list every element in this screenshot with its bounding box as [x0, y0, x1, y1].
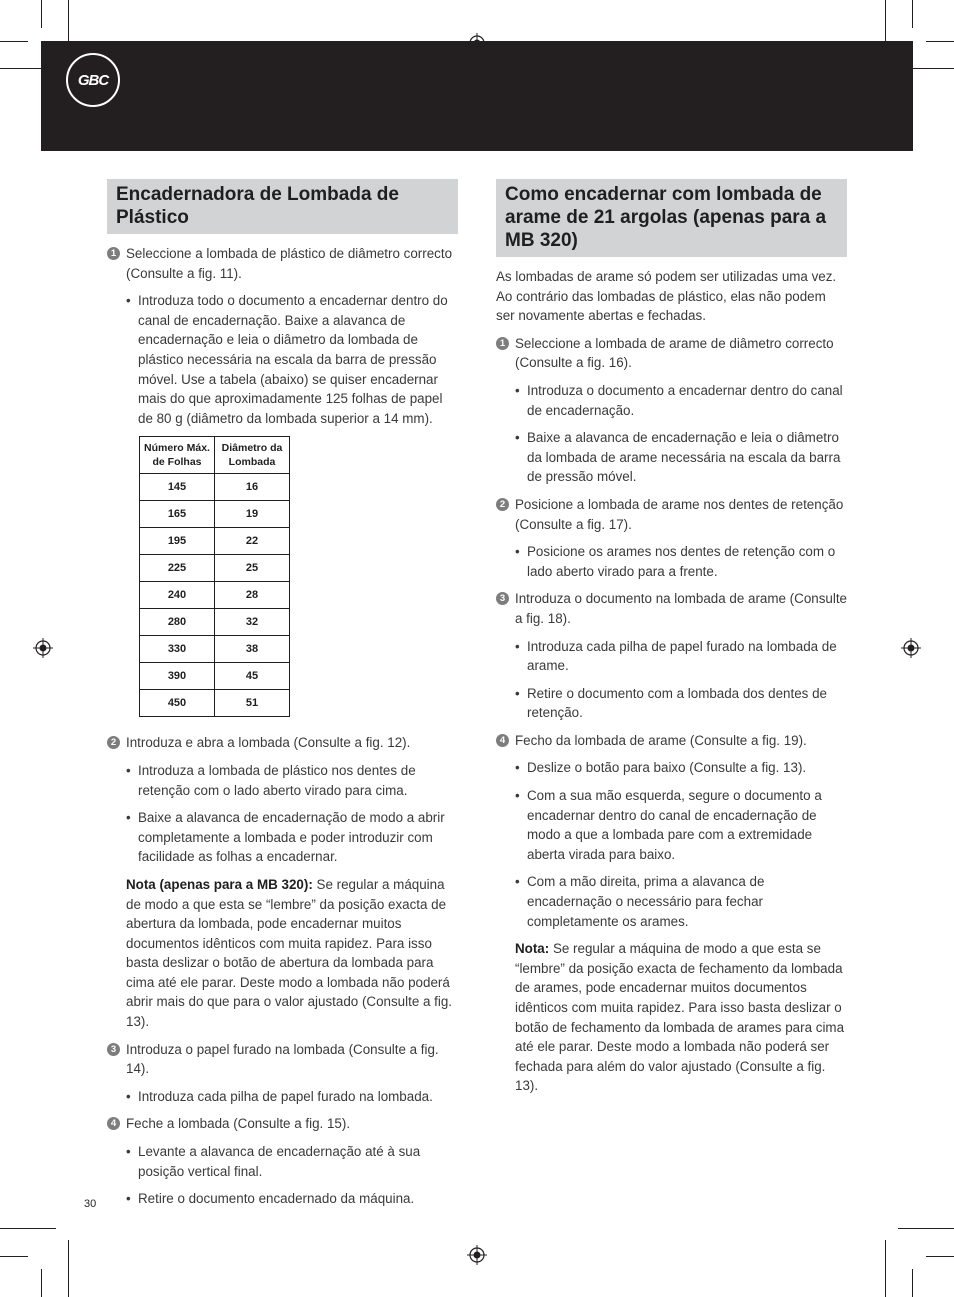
crop-mark [41, 0, 42, 28]
note-text: Se regular a máquina de modo a que esta se “lembre” da posição exacta de fechamento da lombada de arames, pode encadernar muitos documentos idênticos com muita rapidez. Para isso basta deslizar o botão de fechamento da lombada de arames para cima até ele parar. Deste modo a lombada não poderá ser fechada para além do valor ajustado (Consulte a fig. 13). [515, 941, 845, 1094]
bullet-item: • Baixe a alavanca de encadernação e leia o diâmetro da lombada de arame necessária na escala da barra de pressão móvel. [496, 428, 847, 487]
table-row [140, 555, 290, 582]
step-number-badge: 4 [107, 1117, 120, 1130]
crop-mark [912, 0, 913, 28]
table-cell: 22 [215, 528, 290, 555]
left-column [107, 179, 458, 1217]
crop-mark [885, 1240, 886, 1297]
step-number-badge: 2 [496, 498, 509, 511]
step-2 [496, 495, 847, 534]
table-header: Número Máx. de Folhas [140, 437, 215, 474]
registration-mark-icon [901, 638, 921, 658]
table-cell: 16 [215, 474, 290, 501]
table-header: Diâmetro da Lombada [215, 437, 290, 474]
table-cell: 165 [140, 501, 215, 528]
step-text: Fecho da lombada de arame (Consulte a fig. 19). [515, 732, 807, 748]
step-4 [107, 1114, 458, 1134]
note-paragraph [107, 875, 458, 1032]
table-row [140, 474, 290, 501]
crop-mark [926, 41, 954, 42]
crop-mark [0, 1256, 28, 1257]
table-row [140, 690, 290, 717]
step-4 [496, 731, 847, 751]
table-row [140, 636, 290, 663]
table-cell: 19 [215, 501, 290, 528]
bullet-item: • Introduza cada pilha de papel furado na lombada. [107, 1087, 458, 1107]
step-1 [107, 244, 458, 283]
bullet-item: • Baixe a alavanca de encadernação de modo a abrir completamente a lombada e poder introduzir com facilidade as folhas a encadernar. [107, 808, 458, 867]
bullet-item: • Levante a alavanca de encadernação até à sua posição vertical final. [107, 1142, 458, 1181]
registration-mark-icon [33, 638, 53, 658]
table-header-row [140, 437, 290, 474]
step-2 [107, 733, 458, 753]
table-cell: 32 [215, 609, 290, 636]
step-text: Posicione a lombada de arame nos dentes de retenção (Consulte a fig. 17). [515, 496, 844, 532]
step-text: Introduza o papel furado na lombada (Consulte a fig. 14). [126, 1041, 439, 1077]
table-row [140, 609, 290, 636]
table-cell: 25 [215, 555, 290, 582]
bullet-item: • Com a mão direita, prima a alavanca de encadernação o necessário para fechar completamente os arames. [496, 872, 847, 931]
header-band [41, 41, 913, 151]
crop-mark [0, 68, 60, 69]
section-title-wire: Como encadernar com lombada de arame de 21 argolas (apenas para a MB 320) [496, 179, 847, 257]
table-cell: 280 [140, 609, 215, 636]
table-cell: 330 [140, 636, 215, 663]
step-number-badge: 3 [107, 1043, 120, 1056]
bullet-item: • Introduza a lombada de plástico nos dentes de retenção com o lado aberto virado para cima. [107, 761, 458, 800]
bullet-item: • Introduza todo o documento a encadernar dentro do canal de encadernação. Baixe a alavanca de encadernação e leia o diâmetro da lombada de plástico necessária na escala da barra de pressão móvel. Use a tabela (abaixo) se quiser encadernar mais do que aproximadamente 125 folhas de papel de 80 g (diâmetro da lombada superior a 14 mm). [107, 291, 458, 428]
note-paragraph [496, 939, 847, 1096]
crop-mark [41, 1269, 42, 1297]
bullet-item: • Introduza o documento a encadernar dentro do canal de encadernação. [496, 381, 847, 420]
bullet-item: • Posicione os arames nos dentes de retenção com o lado aberto virado para a frente. [496, 542, 847, 581]
step-text: Introduza o documento na lombada de arame (Consulte a fig. 18). [515, 591, 847, 626]
step-text: Introduza e abra a lombada (Consulte a fig. 12). [126, 735, 411, 751]
registration-mark-icon [467, 33, 487, 53]
crop-mark [68, 1240, 69, 1297]
note-label: Nota: [515, 941, 550, 957]
crop-mark [894, 68, 954, 69]
bullet-item: • Retire o documento com a lombada dos dentes de retenção. [496, 684, 847, 723]
step-text: Seleccione a lombada de arame de diâmetro correcto (Consulte a fig. 16). [515, 335, 834, 371]
table-cell: 28 [215, 582, 290, 609]
note-text: Se regular a máquina de modo a que esta se “lembre” da posição exacta de abertura da lombada, pode encadernar muitos documentos idênticos com muita rapidez. Para isso basta deslizar o botão de abertura da lombada para cima até ele parar. Deste modo a lombada não poderá abrir mais do que para o valor ajustado (Consulte a fig. 13). [126, 876, 453, 1030]
crop-mark [68, 0, 69, 60]
step-1 [496, 334, 847, 373]
registration-mark-icon [467, 1245, 487, 1265]
step-text: Feche a lombada (Consulte a fig. 15). [126, 1116, 351, 1132]
bullet-item: • Com a sua mão esquerda, segure o documento a encadernar dentro do canal de encadernação de modo a que a lombada pare com a extremidade aberta virada para baixo. [496, 786, 847, 864]
table-cell: 45 [215, 663, 290, 690]
table-row [140, 501, 290, 528]
step-3 [496, 589, 847, 628]
bullet-item: • Introduza cada pilha de papel furado na lombada de arame. [496, 637, 847, 676]
bullet-item: • Deslize o botão para baixo (Consulte a fig. 13). [496, 758, 847, 778]
gbc-logo: GBC [66, 53, 120, 107]
table-cell: 195 [140, 528, 215, 555]
table-cell: 38 [215, 636, 290, 663]
crop-mark [898, 1228, 954, 1229]
section-title-plastic: Encadernadora de Lombada de Plástico [107, 179, 458, 234]
table-row [140, 663, 290, 690]
step-number-badge: 2 [107, 736, 120, 749]
crop-mark [0, 1228, 56, 1229]
sheet-capacity-table [139, 436, 290, 717]
crop-mark [885, 0, 886, 60]
table-cell: 225 [140, 555, 215, 582]
step-number-badge: 1 [107, 247, 120, 260]
crop-mark [912, 1269, 913, 1297]
crop-mark [0, 41, 28, 42]
page-number: 30 [84, 1198, 97, 1210]
intro-paragraph: As lombadas de arame só podem ser utilizadas uma vez. Ao contrário das lombadas de plástico, elas não podem ser novamente abertas e fechadas. [496, 269, 837, 324]
step-3 [107, 1040, 458, 1079]
right-column [496, 179, 847, 1104]
step-number-badge: 3 [496, 592, 509, 605]
bullet-item: • Retire o documento encadernado da máquina. [107, 1189, 458, 1209]
step-number-badge: 4 [496, 734, 509, 747]
step-number-badge: 1 [496, 337, 509, 350]
step-text: Seleccione a lombada de plástico de diâmetro correcto (Consulte a fig. 11). [126, 246, 453, 281]
table-row [140, 582, 290, 609]
table-cell: 450 [140, 690, 215, 717]
table-cell: 240 [140, 582, 215, 609]
table-row [140, 528, 290, 555]
crop-mark [926, 1256, 954, 1257]
table-cell: 145 [140, 474, 215, 501]
table-cell: 390 [140, 663, 215, 690]
note-label: Nota (apenas para a MB 320): [126, 876, 313, 892]
table-cell: 51 [215, 690, 290, 717]
